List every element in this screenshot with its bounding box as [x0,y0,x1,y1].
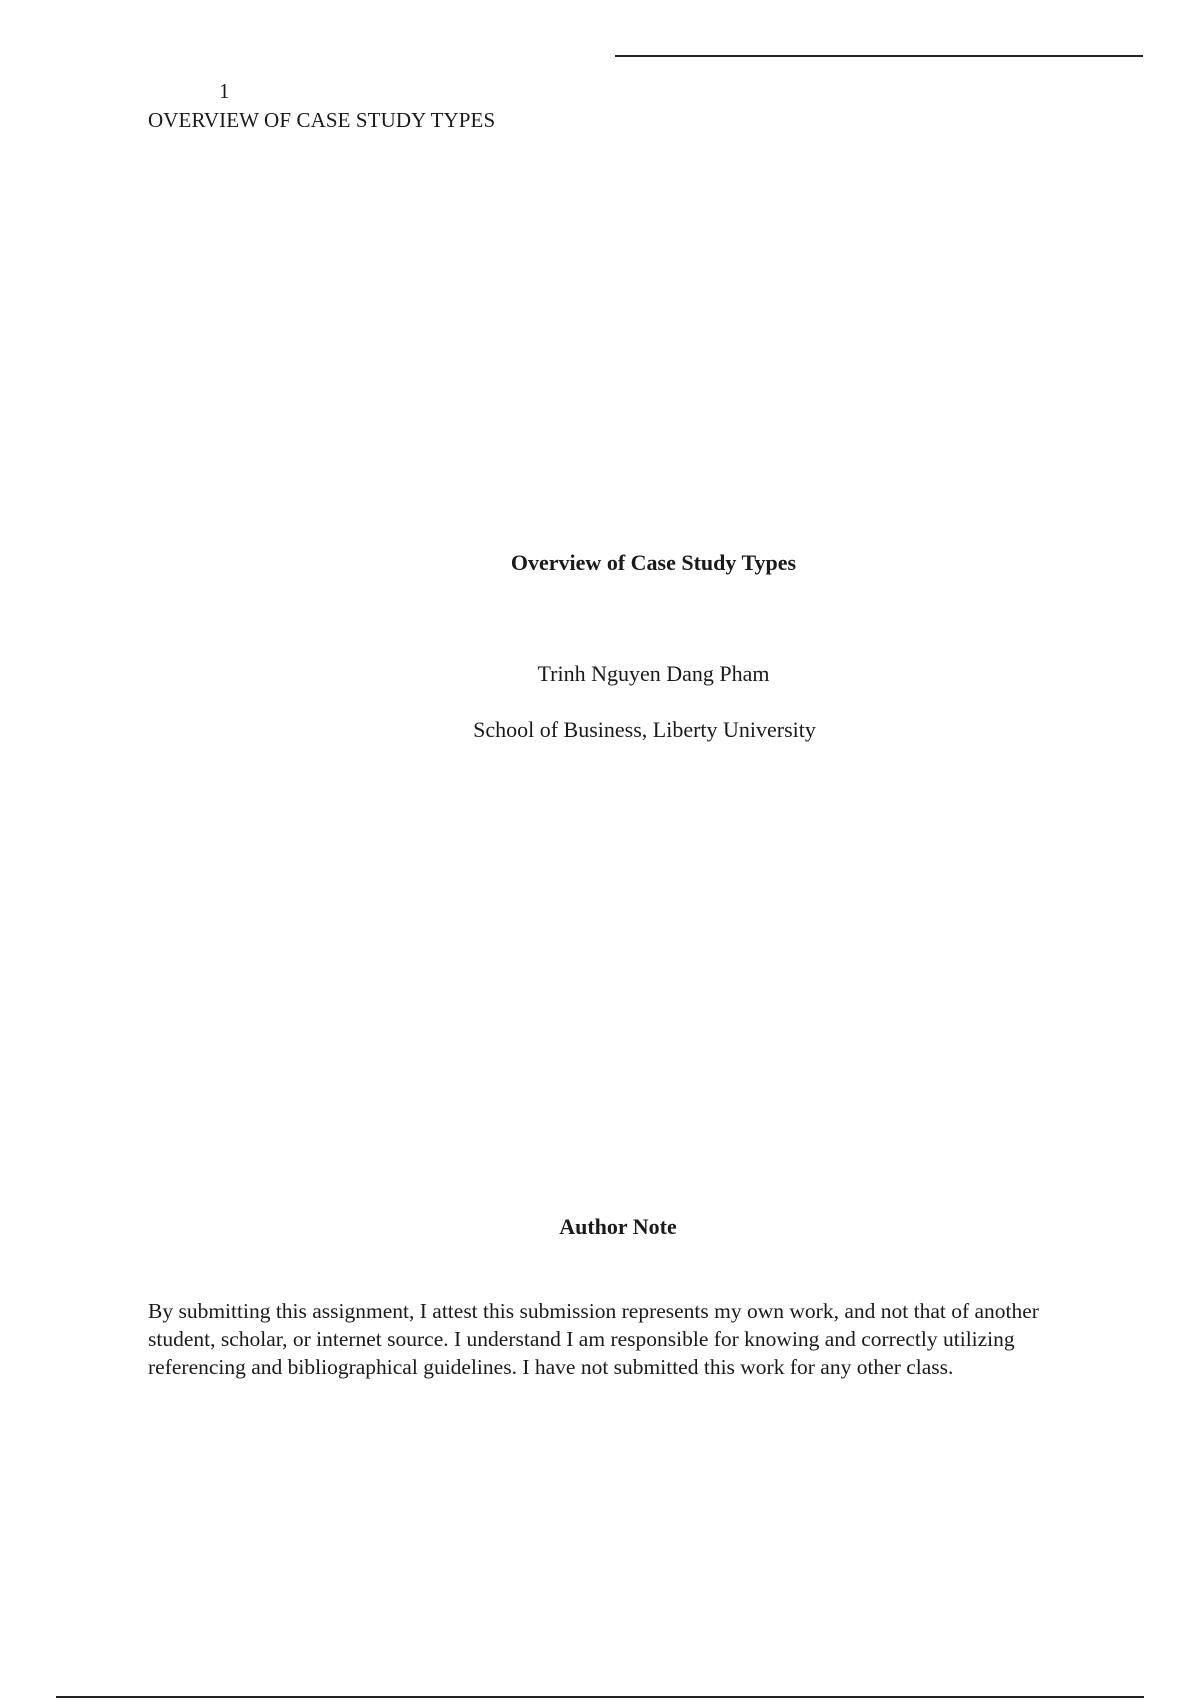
author-name: Trinh Nguyen Dang Pham [537,661,770,686]
author-note-body: By submitting this assignment, I attest this submission represents my own work, and not that of another student, scholar, or internet source. I understand I am responsible for knowing and correctly utilizing referencing and bibliographical guidelines. I have not submitted this work for any other class. [148,1299,1039,1379]
author-note-heading: Author Note [559,1214,677,1239]
header-rule [615,55,1143,57]
paper-title: Overview of Case Study Types [510,550,797,575]
footer-rule [56,1696,1144,1698]
running-head: OVERVIEW OF CASE STUDY TYPES [148,108,496,132]
page-number: 1 [219,79,230,103]
author-affiliation: School of Business, Liberty University [473,717,816,742]
